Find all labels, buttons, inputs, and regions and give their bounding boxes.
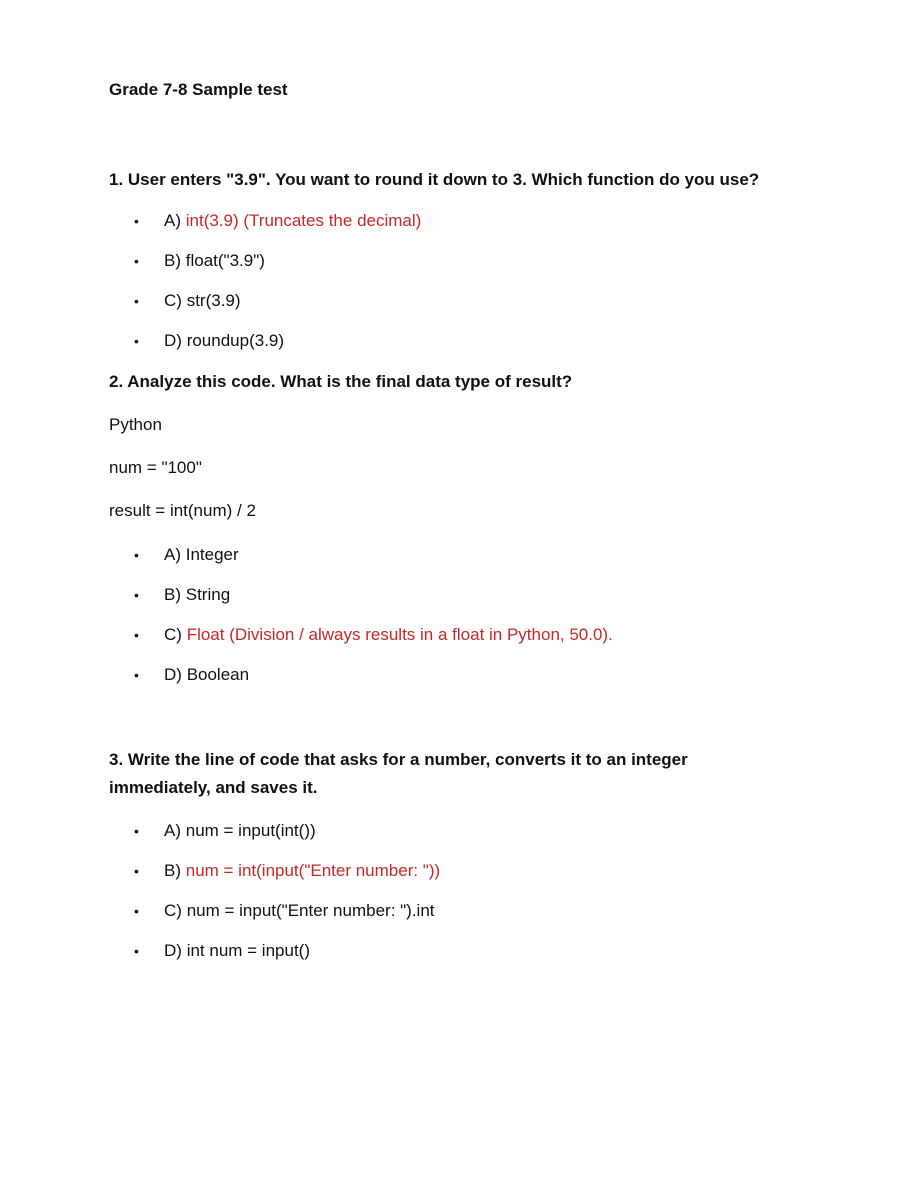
option-prefix: A) <box>164 545 181 564</box>
option-prefix: D) <box>164 941 182 960</box>
option-text: String <box>185 585 231 604</box>
option-1a <box>134 210 421 232</box>
bullet-icon: • <box>134 903 139 919</box>
option-text: num = input(int()) <box>185 821 316 840</box>
option-prefix: B) <box>164 585 181 604</box>
option-2d <box>134 664 249 686</box>
option-prefix: C) <box>164 625 182 644</box>
option-prefix: B) <box>164 251 181 270</box>
option-text: roundup(3.9) <box>186 331 285 350</box>
code-line-1: num = "100" <box>109 458 202 477</box>
bullet-icon: • <box>134 587 139 603</box>
bullet-icon: • <box>134 253 139 269</box>
option-text: int num = input() <box>186 941 310 960</box>
option-text: num = input("Enter number: ").int <box>186 901 435 920</box>
bullet-icon: • <box>134 547 139 563</box>
option-prefix: A) <box>164 211 181 230</box>
code-line-2: result = int(num) / 2 <box>109 501 256 520</box>
bullet-icon: • <box>134 213 139 229</box>
bullet-icon: • <box>134 863 139 879</box>
option-2a <box>134 544 239 566</box>
bullet-icon: • <box>134 943 139 959</box>
option-3c <box>134 900 435 922</box>
question-2-text: 2. Analyze this code. What is the final data type of result? <box>109 372 573 391</box>
document-title: Grade 7-8 Sample test <box>109 80 288 99</box>
option-1b <box>134 250 265 272</box>
option-text-correct: Float (Division / always results in a float in Python, 50.0). <box>186 625 613 644</box>
option-text: str(3.9) <box>186 291 241 310</box>
question-3-text <box>109 746 829 802</box>
option-prefix: C) <box>164 901 182 920</box>
question-3-line-1: 3. Write the line of code that asks for a number, converts it to an integer <box>109 750 688 769</box>
option-text: float("3.9") <box>185 251 265 270</box>
bullet-icon: • <box>134 627 139 643</box>
option-1d <box>134 330 284 352</box>
option-2b <box>134 584 230 606</box>
bullet-icon: • <box>134 333 139 349</box>
option-text: Boolean <box>186 665 250 684</box>
question-3-line-2: immediately, and saves it. <box>109 778 318 797</box>
option-1c <box>134 290 241 312</box>
option-text-correct: int(3.9) (Truncates the decimal) <box>185 211 422 230</box>
bullet-icon: • <box>134 667 139 683</box>
option-prefix: B) <box>164 861 181 880</box>
option-prefix: D) <box>164 331 182 350</box>
option-3d <box>134 940 310 962</box>
code-label: Python <box>109 415 162 434</box>
question-1-text: 1. User enters "3.9". You want to round it down to 3. Which function do you use? <box>109 170 760 189</box>
option-3a <box>134 820 316 842</box>
option-2c <box>134 624 613 646</box>
option-3b <box>134 860 440 882</box>
option-prefix: C) <box>164 291 182 310</box>
bullet-icon: • <box>134 293 139 309</box>
bullet-icon: • <box>134 823 139 839</box>
option-prefix: A) <box>164 821 181 840</box>
option-prefix: D) <box>164 665 182 684</box>
option-text-correct: num = int(input("Enter number: ")) <box>185 861 441 880</box>
option-text: Integer <box>185 545 239 564</box>
